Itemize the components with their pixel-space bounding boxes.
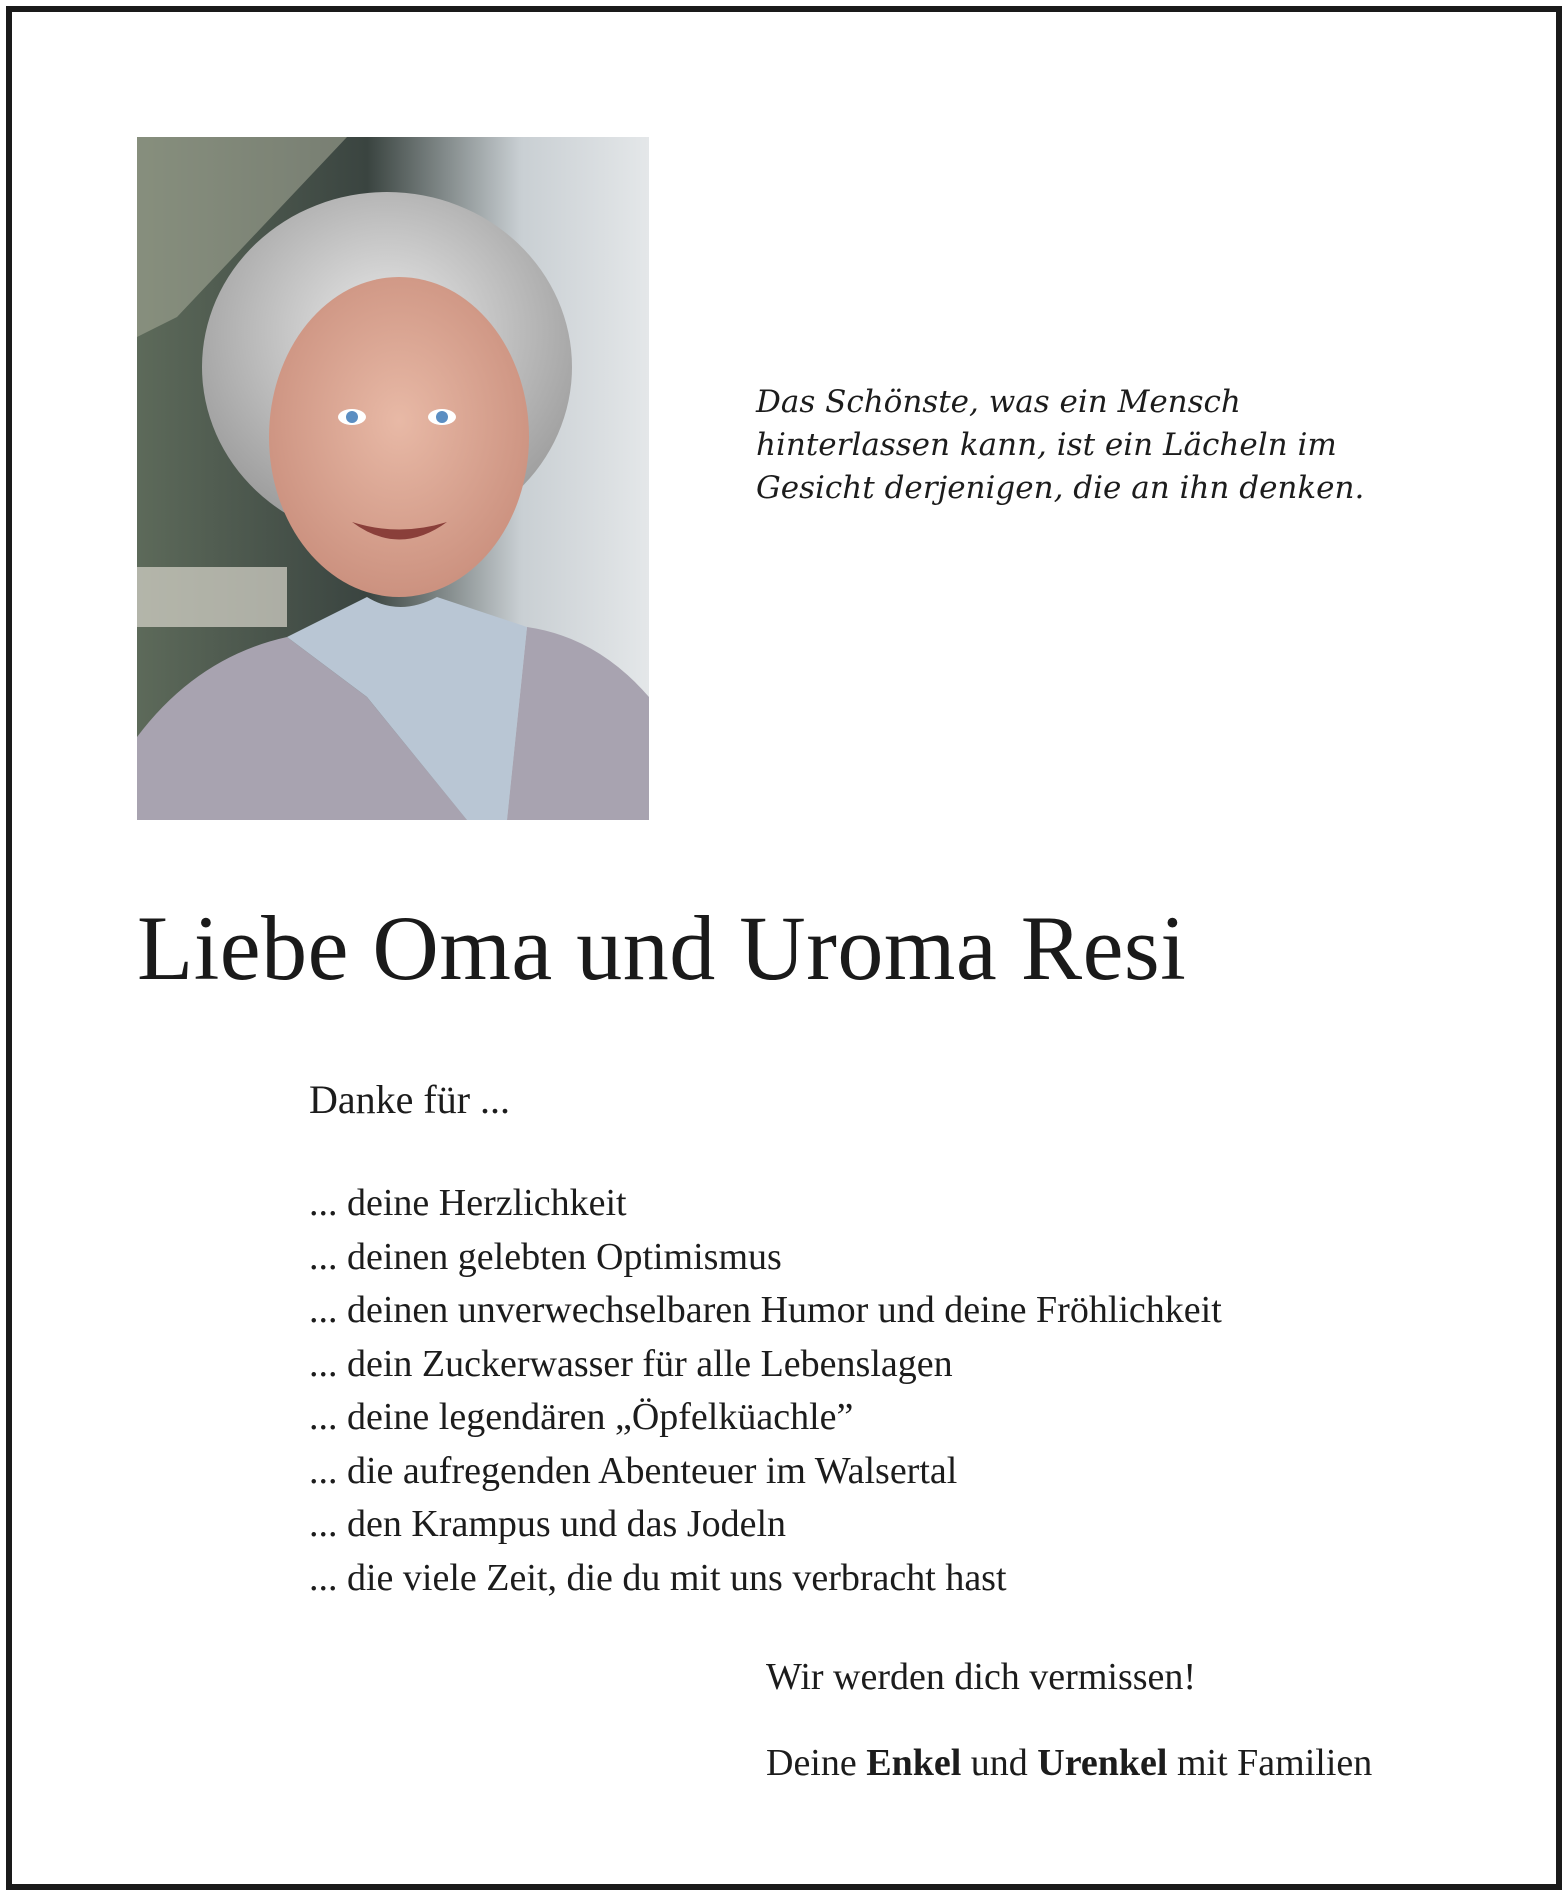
signature	[766, 1738, 1372, 1788]
signature-middle: und	[970, 1742, 1028, 1784]
portrait-image	[137, 137, 649, 820]
signature-bold-enkel: Enkel	[866, 1742, 962, 1784]
notice-frame	[6, 6, 1562, 1890]
quote-line: Das Schönste, was ein Mensch	[756, 384, 1241, 420]
thanks-list	[309, 1177, 1222, 1605]
quote-line: hinterlassen kann, ist ein Lächeln im	[756, 427, 1337, 463]
thanks-item: ... die aufregenden Abenteuer im Walsertal	[309, 1449, 958, 1492]
closing-line: Wir werden dich vermissen!	[766, 1656, 1197, 1698]
thanks-item: ... den Krampus und das Jodeln	[309, 1503, 787, 1545]
signature-suffix: mit Familien	[1176, 1742, 1373, 1784]
thanks-item: ... dein Zuckerwasser für alle Lebenslagen	[309, 1342, 953, 1385]
thanks-intro: Danke für ...	[309, 1077, 511, 1122]
thanks-item: ... deine Herzlichkeit	[309, 1182, 627, 1224]
signature-bold-urenkel: Urenkel	[1037, 1742, 1168, 1784]
portrait-photo	[137, 137, 649, 820]
thanks-item: ... die viele Zeit, die du mit uns verbracht hast	[309, 1556, 1007, 1599]
signature-prefix: Deine	[766, 1742, 857, 1784]
quote-line: Gesicht derjenigen, die an ihn denken.	[756, 470, 1365, 506]
thanks-item: ... deinen unverwechselbaren Humor und deine Fröhlichkeit	[309, 1289, 1222, 1331]
thanks-item: ... deinen gelebten Optimismus	[309, 1235, 782, 1278]
thanks-item: ... deine legendären „Öpfelküachle”	[309, 1396, 854, 1438]
memorial-quote	[756, 381, 1396, 510]
headline: Liebe Oma und Uroma Resi	[137, 897, 1187, 999]
